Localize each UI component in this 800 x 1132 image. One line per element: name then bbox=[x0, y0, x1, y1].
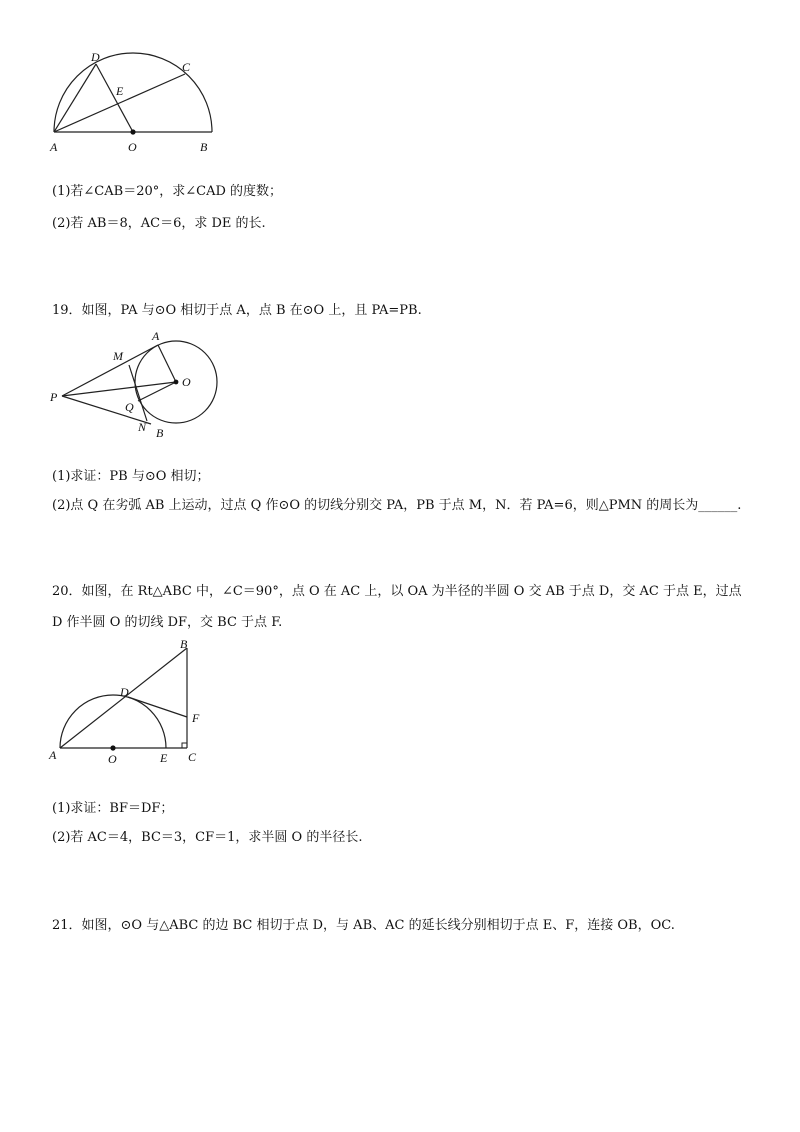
q19-label-n: N bbox=[138, 420, 147, 434]
q20-figure bbox=[40, 635, 220, 775]
q18-label-c: C bbox=[182, 60, 191, 74]
q20-semicircle bbox=[60, 695, 166, 748]
q20-stem-line2: D 作半圆 O 的切线 DF，交 BC 于点 F. bbox=[52, 615, 283, 630]
q18-part2: (2)若 AB＝8，AC＝6，求 DE 的长. bbox=[52, 216, 266, 231]
q18-chord-ad bbox=[54, 64, 96, 132]
q20-label-f: F bbox=[192, 711, 200, 725]
q20-center-dot bbox=[110, 745, 115, 750]
q20-part1: (1)求证：BF＝DF； bbox=[52, 801, 174, 816]
q20-right-angle-mark bbox=[182, 743, 187, 748]
q19-label-q: Q bbox=[125, 400, 134, 414]
q19-segment-po bbox=[62, 382, 176, 396]
q20-label-e: E bbox=[160, 751, 168, 765]
q19-label-b: B bbox=[156, 426, 164, 440]
q20-label-c: C bbox=[188, 750, 197, 764]
q19-center-dot bbox=[174, 380, 179, 385]
q18-label-e: E bbox=[116, 84, 124, 98]
q19-label-o: O bbox=[182, 375, 191, 389]
q20-part2: (2)若 AC＝4，BC＝3，CF＝1，求半圆 O 的半径长. bbox=[52, 830, 363, 845]
q18-label-o: O bbox=[128, 140, 137, 154]
q20-label-o: O bbox=[108, 752, 117, 766]
q19-label-a: A bbox=[152, 329, 160, 343]
q19-label-p: P bbox=[50, 390, 58, 404]
q19-figure bbox=[40, 325, 240, 445]
q19-part2: (2)点 Q 在劣弧 AB 上运动，过点 Q 作⊙O 的切线分别交 PA，PB 于点 M，N．若 PA=6，则△PMN 的周长为______. bbox=[52, 498, 742, 513]
q18-label-b: B bbox=[200, 140, 208, 154]
q18-label-a: A bbox=[50, 140, 58, 154]
q20-stem-line1: 20．如图，在 Rt△ABC 中，∠C＝90°，点 O 在 AC 上，以 OA 为半径的半圆 O 交 AB 于点 D，交 AC 于点 E，过点 bbox=[52, 584, 742, 599]
q18-figure bbox=[40, 40, 240, 160]
q19-stem: 19．如图，PA 与⊙O 相切于点 A，点 B 在⊙O 上，且 PA=PB. bbox=[52, 303, 422, 318]
q18-label-d: D bbox=[91, 50, 100, 64]
q20-label-a: A bbox=[49, 748, 57, 762]
q18-segment-do bbox=[96, 64, 133, 132]
q20-tangent-df bbox=[128, 697, 187, 717]
q19-radius-oa bbox=[158, 345, 176, 382]
q18-part1: (1)若∠CAB＝20°，求∠CAD 的度数； bbox=[52, 184, 283, 199]
q20-label-d: D bbox=[120, 685, 129, 699]
q20-label-b: B bbox=[180, 637, 188, 651]
q18-chord-ac bbox=[54, 74, 185, 132]
q21-stem: 21．如图，⊙O 与△ABC 的边 BC 相切于点 D，与 AB、AC 的延长线分别相切于点 E、F，连接 OB，OC. bbox=[52, 918, 675, 933]
q19-label-m: M bbox=[113, 349, 123, 363]
q19-part1: (1)求证：PB 与⊙O 相切； bbox=[52, 469, 210, 484]
q19-tangent-pa bbox=[62, 345, 158, 396]
q18-center-dot bbox=[130, 129, 135, 134]
